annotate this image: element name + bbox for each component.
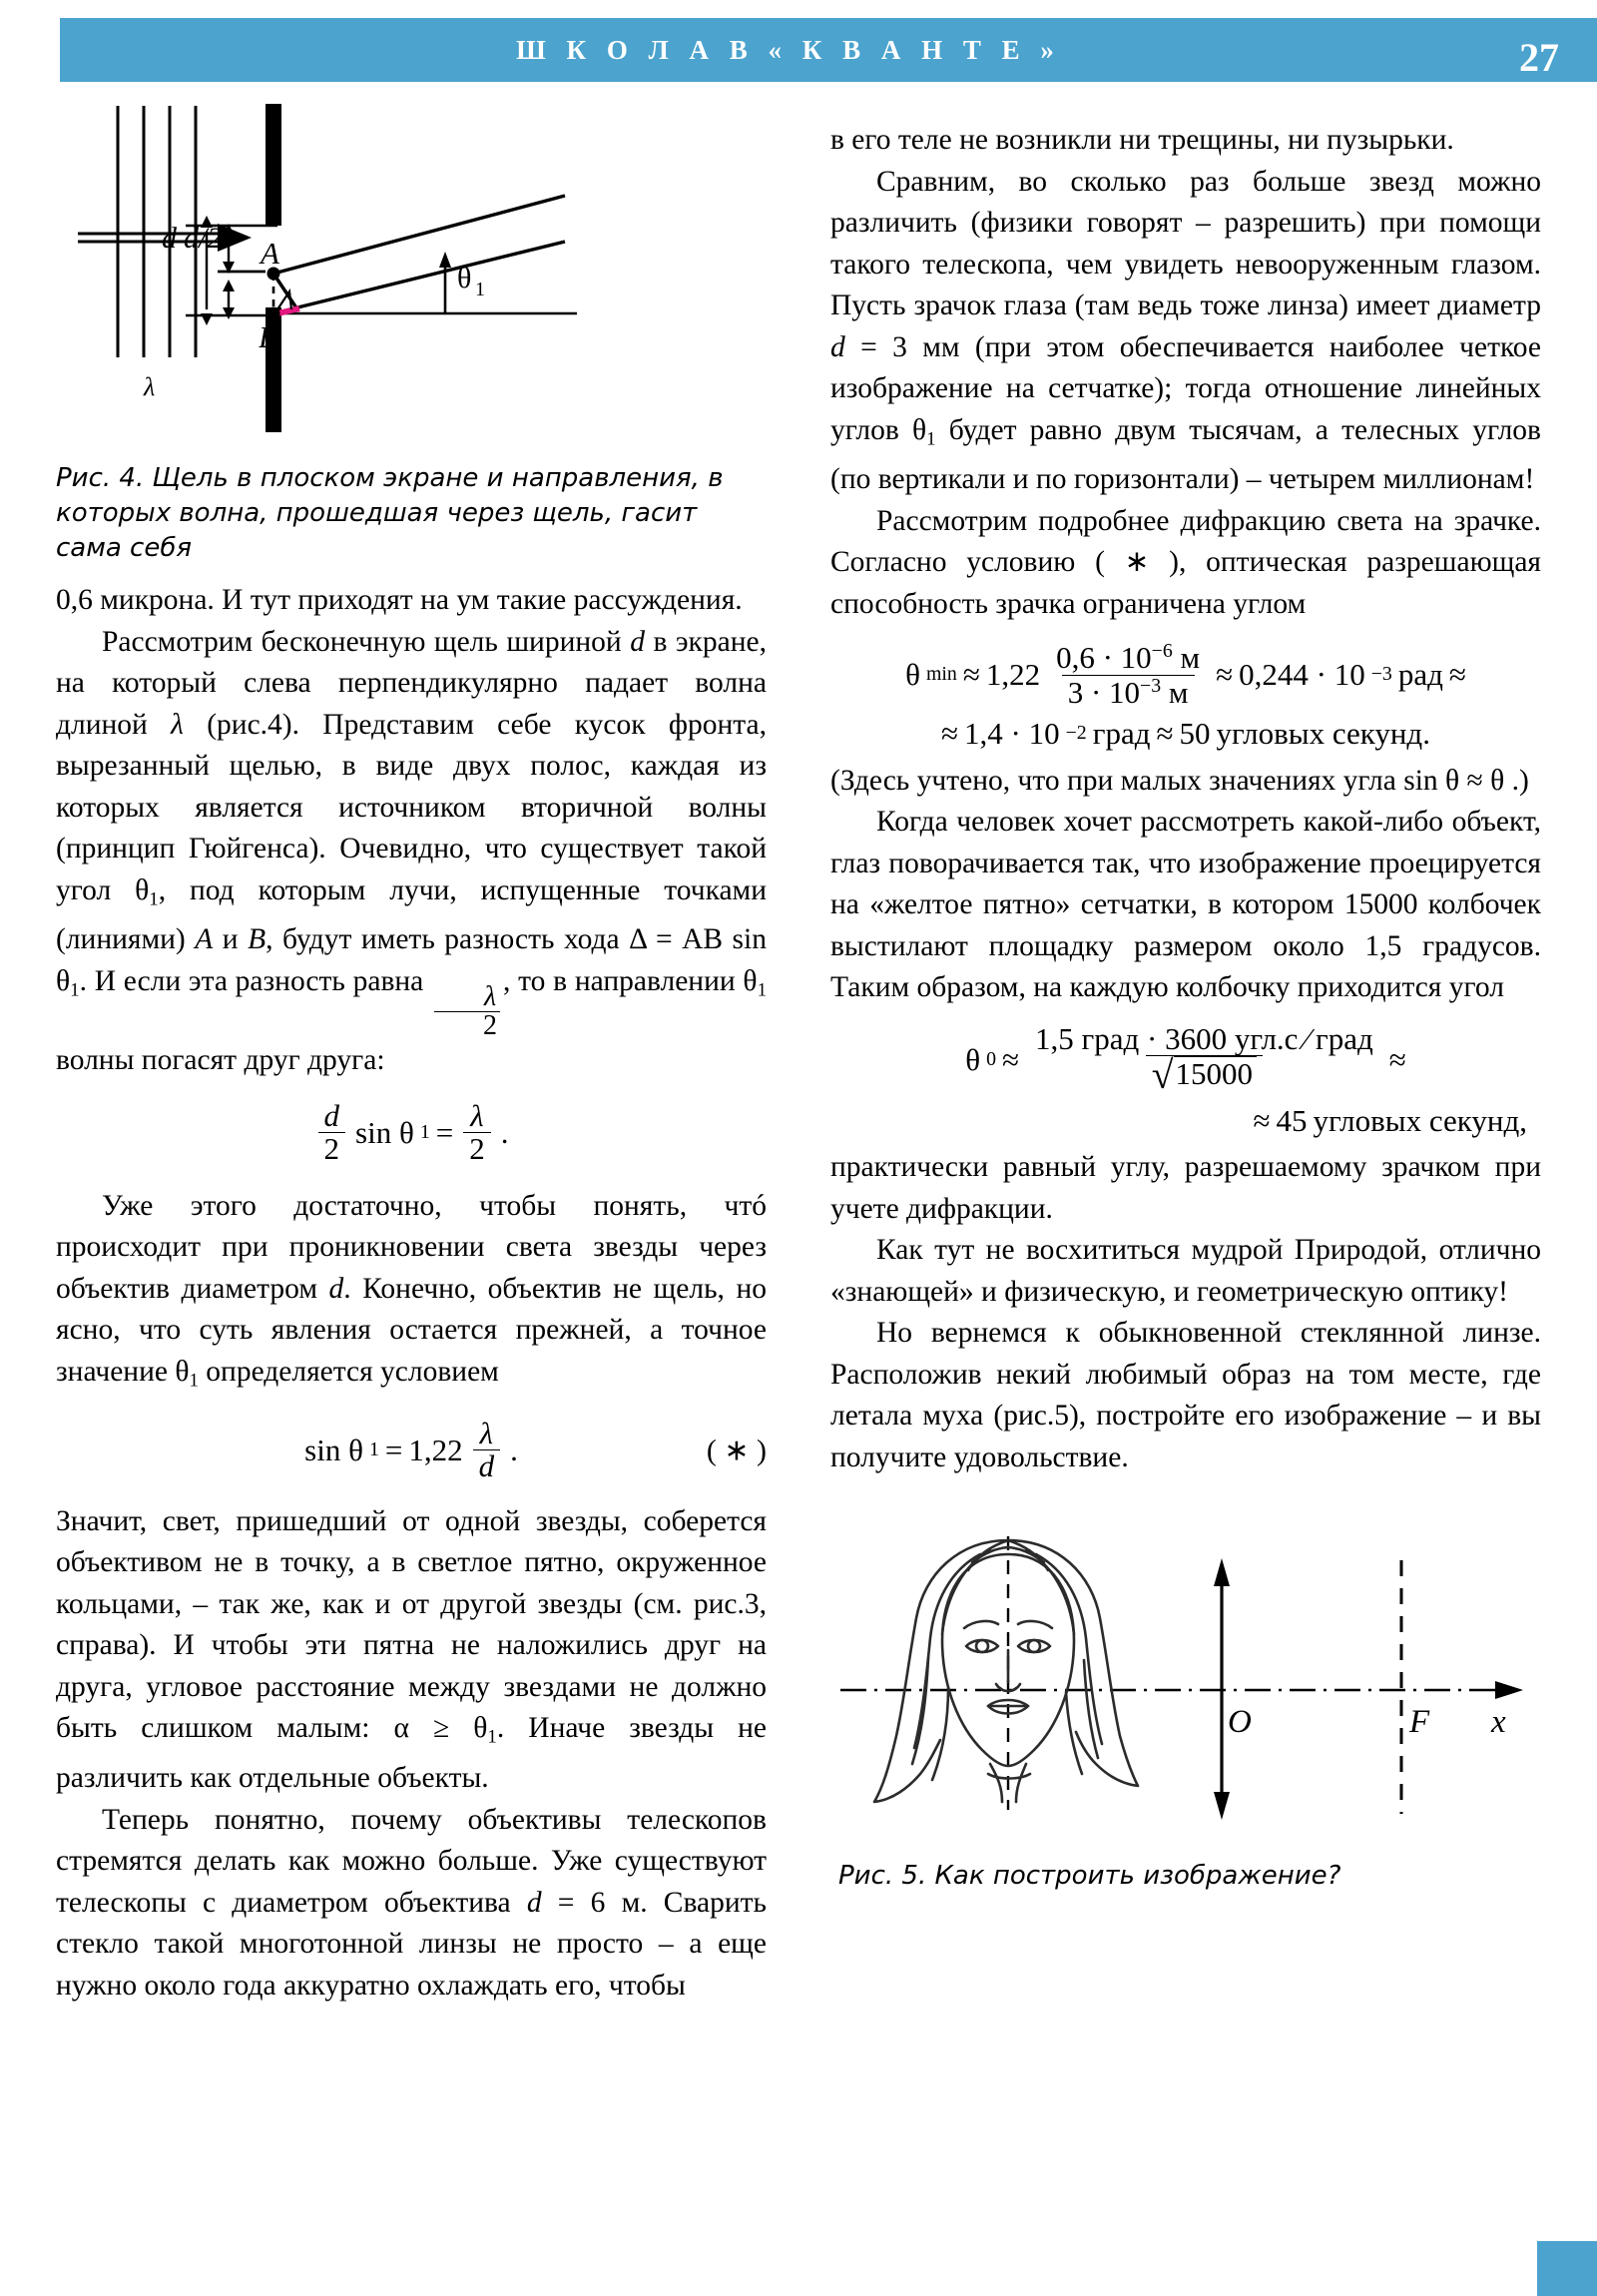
figure-4-caption: Рис. 4. Щель в плоском экране и направления, в которых волна, прошедшая через щель, гасит сама себя bbox=[56, 463, 724, 563]
equals-sign: = bbox=[435, 1115, 454, 1151]
bottom-corner-marker bbox=[1537, 2241, 1597, 2296]
fraction-denominator: 2 bbox=[434, 1011, 500, 1040]
figure-5 bbox=[830, 1492, 1541, 1852]
var-theta-sub: min bbox=[925, 663, 957, 686]
svg-text:d/2: d/2 bbox=[184, 222, 223, 255]
text-run: . И если эта разность равна bbox=[79, 964, 432, 997]
unit-arcseconds: угловых секунд. bbox=[1216, 716, 1430, 752]
label-O: O bbox=[1228, 1704, 1252, 1741]
figure-4-drawing bbox=[66, 96, 585, 445]
value-exponent: −3 bbox=[1370, 663, 1392, 686]
inline-condition-alpha: α ≥ θ bbox=[393, 1712, 488, 1745]
var-theta-sub: 1 bbox=[189, 1370, 199, 1392]
equation-tag-star: ( ∗ ) bbox=[706, 1433, 767, 1466]
svg-text:θ: θ bbox=[457, 262, 472, 294]
text-run: Сравним, во сколько раз больше звезд можно различить (физики говорят – разрешить) при помощи такого телескопа, чем увидеть невооруженным глазом. Пусть зрачок глаза (там ведь тоже линза) имеет диаметр bbox=[830, 165, 1541, 321]
approx-sign: ≈ bbox=[1001, 1041, 1019, 1077]
denominator-exponent: −3 bbox=[1140, 674, 1162, 697]
text-run: (рис.4). Представим себе кусок фронта, вырезанный щелью, в виде двух полос, каждая из которых является источником вторичной волны (принцип Гюйгенса). Очевидно, что существует такой угол bbox=[56, 708, 767, 906]
coefficient: 1,22 bbox=[408, 1432, 463, 1467]
text-run: = 3 мм (при этом обеспечивается наиболее четкое изображение на сетчатке); тогда отношение линейных углов bbox=[830, 330, 1541, 446]
var-d: d bbox=[526, 1886, 542, 1919]
square-root bbox=[1151, 1053, 1257, 1098]
equation-slit-condition bbox=[56, 1097, 767, 1167]
page-number: 27 bbox=[1519, 35, 1559, 80]
var-theta: θ bbox=[743, 964, 758, 997]
var-theta: θ bbox=[135, 873, 150, 906]
left-column bbox=[56, 96, 767, 2007]
fraction-numerator bbox=[1050, 641, 1206, 674]
paragraph-l4 bbox=[56, 1501, 767, 1800]
fraction-cone-angle bbox=[1029, 1020, 1379, 1098]
sin-theta-sub: 1 bbox=[419, 1121, 430, 1144]
denominator-mantissa: 3 · 10 bbox=[1067, 674, 1141, 710]
text-run: Рассмотрим бесконечную щель шириной bbox=[102, 625, 631, 658]
text-run: = 6 м. Сварить стекло такой многотонной линзы не просто – а еще нужно около года аккуратно охлаждать его, чтобы bbox=[56, 1886, 767, 2002]
fraction-denominator bbox=[1062, 675, 1195, 709]
equation-theta-zero-line1 bbox=[830, 1020, 1541, 1098]
var-theta: θ bbox=[905, 657, 920, 693]
paragraph-l1: 0,6 микрона. И тут приходят на ум такие рассуждения. bbox=[56, 584, 743, 616]
figure-4 bbox=[56, 96, 767, 455]
paragraph-r4: (Здесь учтено, что при малых значениях угла sin θ ≈ θ .) bbox=[830, 764, 1529, 797]
value-degrees: 1,4 · 10 bbox=[964, 716, 1060, 752]
text-run: . Иначе звезды не различить как отдельные объекты. bbox=[56, 1712, 767, 1794]
page-header-title: Ш К О Л А В « К В А Н Т Е » bbox=[516, 34, 1061, 65]
paragraph-r1: в его теле не возникли ни трещины, ни пузырьки. bbox=[830, 124, 1454, 156]
approx-sign: ≈ bbox=[1253, 1102, 1271, 1138]
inline-equation-delta: Δ = AB sin θ bbox=[56, 923, 767, 997]
sin-theta-sub: 1 bbox=[368, 1437, 379, 1460]
unit-rad: рад bbox=[1397, 657, 1443, 693]
value-arcseconds: 50 bbox=[1179, 716, 1211, 752]
var-d: d bbox=[328, 1272, 344, 1305]
period: . bbox=[500, 1115, 509, 1151]
text-run: определяется условием bbox=[198, 1355, 499, 1388]
var-B: B bbox=[248, 923, 266, 956]
paragraph-r6: практически равный углу, разрешаемому зрачком при учете дифракции. bbox=[830, 1151, 1541, 1225]
equals-sign: = bbox=[384, 1432, 403, 1467]
period: . bbox=[510, 1432, 518, 1467]
label-x: x bbox=[1491, 1704, 1506, 1741]
paragraph-l5 bbox=[56, 1800, 767, 2008]
paragraph-r2 bbox=[830, 162, 1541, 501]
text-run: будет равно двум тысячам, а телесных углов (по вертикали и по горизонтали) – четырем миллионам! bbox=[830, 413, 1541, 496]
var-theta-sub: 0 bbox=[986, 1047, 996, 1070]
figure-5-drawing bbox=[830, 1492, 1529, 1822]
var-d: d bbox=[830, 330, 845, 363]
equation-theta-zero-line2 bbox=[830, 1100, 1541, 1142]
numerator-mantissa: 0,6 · 10 bbox=[1056, 640, 1152, 676]
paragraph-r5: Когда человек хочет рассмотреть какой-либо объект, глаз поворачивается так, что изображение проецируется на «желтое пятно» сетчатки, в котором 15000 колбочек выстилают площадку размером около 1,5 градусов. Таким образом, на каждую колбочку приходится угол bbox=[830, 806, 1541, 1004]
approx-sign: ≈ bbox=[941, 716, 959, 752]
paragraph-r3: Рассмотрим подробнее дифракцию света на зрачке. Согласно условию ( ∗ ), оптическая разрешающая способность зрачка ограничена углом bbox=[830, 504, 1541, 620]
fraction-denominator: d bbox=[473, 1449, 501, 1483]
approx-sign: ≈ bbox=[962, 657, 980, 693]
svg-text:d: d bbox=[162, 222, 177, 255]
text-run: , то в направлении bbox=[503, 964, 744, 997]
coefficient: 1,22 bbox=[985, 657, 1041, 693]
var-theta-sub: 1 bbox=[70, 979, 80, 1001]
fraction-denominator bbox=[1146, 1055, 1263, 1096]
text-run: . Конечно, объектив не щель, но ясно, что суть явления остается прежней, а точное значение bbox=[56, 1272, 767, 1388]
numerator-unit: м bbox=[1180, 640, 1201, 676]
page-header-band bbox=[60, 18, 1597, 82]
var-theta: θ bbox=[175, 1355, 190, 1388]
text-run: , под которым лучи, испущенные точками (линиями) bbox=[56, 873, 768, 956]
text-run: в экране, на который слева перпендикулярно падает волна длиной bbox=[56, 625, 767, 741]
value-exponent: −2 bbox=[1065, 722, 1087, 745]
var-lambda: λ bbox=[171, 708, 184, 741]
approx-sign: ≈ bbox=[1388, 1041, 1406, 1077]
approx-sign: ≈ bbox=[1156, 716, 1174, 752]
unit-arcseconds: угловых секунд, bbox=[1313, 1102, 1527, 1138]
fraction-d-2 bbox=[318, 1097, 346, 1167]
svg-text:A: A bbox=[261, 236, 279, 271]
var-theta: θ bbox=[911, 413, 927, 446]
denominator-unit: м bbox=[1168, 674, 1189, 710]
var-theta: θ bbox=[965, 1041, 981, 1077]
value-radians: 0,244 · 10 bbox=[1239, 657, 1365, 693]
figure-5-caption: Рис. 5. Как построить изображение? bbox=[838, 1861, 1341, 1892]
svg-text:λ: λ bbox=[144, 372, 156, 401]
equation-rayleigh bbox=[56, 1415, 767, 1484]
fraction-numerator: λ bbox=[483, 981, 497, 1013]
fraction-numerator: 1,5 град · 3600 угл.с ⁄ град bbox=[1035, 1020, 1373, 1056]
sin-theta: sin θ bbox=[304, 1432, 363, 1467]
fraction-numerator: d bbox=[323, 1097, 340, 1133]
approx-sign: ≈ bbox=[1448, 657, 1466, 693]
approx-sign: ≈ bbox=[1216, 657, 1234, 693]
numerator-exponent: −6 bbox=[1151, 640, 1173, 663]
text-run: Значит, свет, пришедший от одной звезды, соберется объективом не в точку, а в светлое пятно, окруженное кольцами, – так же, как и от другой звезды (см. рис.3, справа). И чтобы эти пятна не наложились друг на друга, угловое расстояние между звездами не должно быть слишком малым: bbox=[56, 1504, 767, 1745]
sin-theta: sin θ bbox=[355, 1115, 414, 1151]
text-run: волны погасят друг друга: bbox=[56, 1044, 385, 1077]
radical-sign: √ bbox=[1151, 1053, 1174, 1098]
text-run: , будут иметь разность хода bbox=[266, 923, 630, 956]
fraction-numerator: λ bbox=[479, 1415, 494, 1450]
fraction-denominator: 2 bbox=[463, 1132, 491, 1166]
var-theta-sub: 1 bbox=[757, 979, 767, 1001]
equation-rayleigh-wrap bbox=[56, 1415, 767, 1484]
radicand: 15000 bbox=[1174, 1056, 1258, 1096]
svg-text:B: B bbox=[259, 319, 277, 354]
value-arcseconds: 45 bbox=[1276, 1102, 1308, 1138]
paragraph-r7: Как тут не восхититься мудрой Природой, отлично «знающей» и физическую, и геометрическую оптику! bbox=[830, 1234, 1541, 1308]
var-theta-sub: 1 bbox=[926, 427, 936, 449]
text-run: и bbox=[213, 923, 249, 956]
equation-theta-min-line1 bbox=[830, 641, 1541, 709]
fraction-numerator: λ bbox=[470, 1097, 484, 1133]
fraction-lambda-d bbox=[473, 1415, 501, 1484]
fraction-wavelength-over-pupil bbox=[1050, 641, 1206, 709]
paragraph-l3 bbox=[56, 1186, 767, 1402]
text-run: Уже этого достаточно, чтобы понять, чтó происходит при проникновении света звезды через объектив диаметром bbox=[56, 1189, 767, 1305]
var-d: d bbox=[630, 625, 645, 658]
fraction-denominator: 2 bbox=[318, 1132, 346, 1166]
unit-degrees: град bbox=[1092, 716, 1151, 752]
var-theta-sub: 1 bbox=[487, 1726, 497, 1748]
fraction-lambda-2 bbox=[463, 1097, 491, 1167]
label-F: F bbox=[1409, 1704, 1430, 1741]
paragraph-r8: Но вернемся к обыкновенной стеклянной линзе. Расположив некий любимый образ на том месте, где летала муха (рис.5), постройте его изображение – и вы получите удовольствие. bbox=[830, 1317, 1541, 1473]
svg-text:1: 1 bbox=[475, 279, 485, 300]
right-column bbox=[830, 120, 1541, 1898]
var-theta-sub: 1 bbox=[149, 887, 159, 909]
inline-fraction-lambda-2 bbox=[434, 983, 500, 1040]
text-run: Теперь понятно, почему объективы телескопов стремятся делать как можно больше. Уже существуют телескопы с диаметром объектива bbox=[56, 1803, 767, 1919]
equation-theta-min-line2 bbox=[830, 713, 1541, 755]
paragraph-l2 bbox=[56, 622, 767, 1082]
var-A: A bbox=[195, 923, 214, 956]
